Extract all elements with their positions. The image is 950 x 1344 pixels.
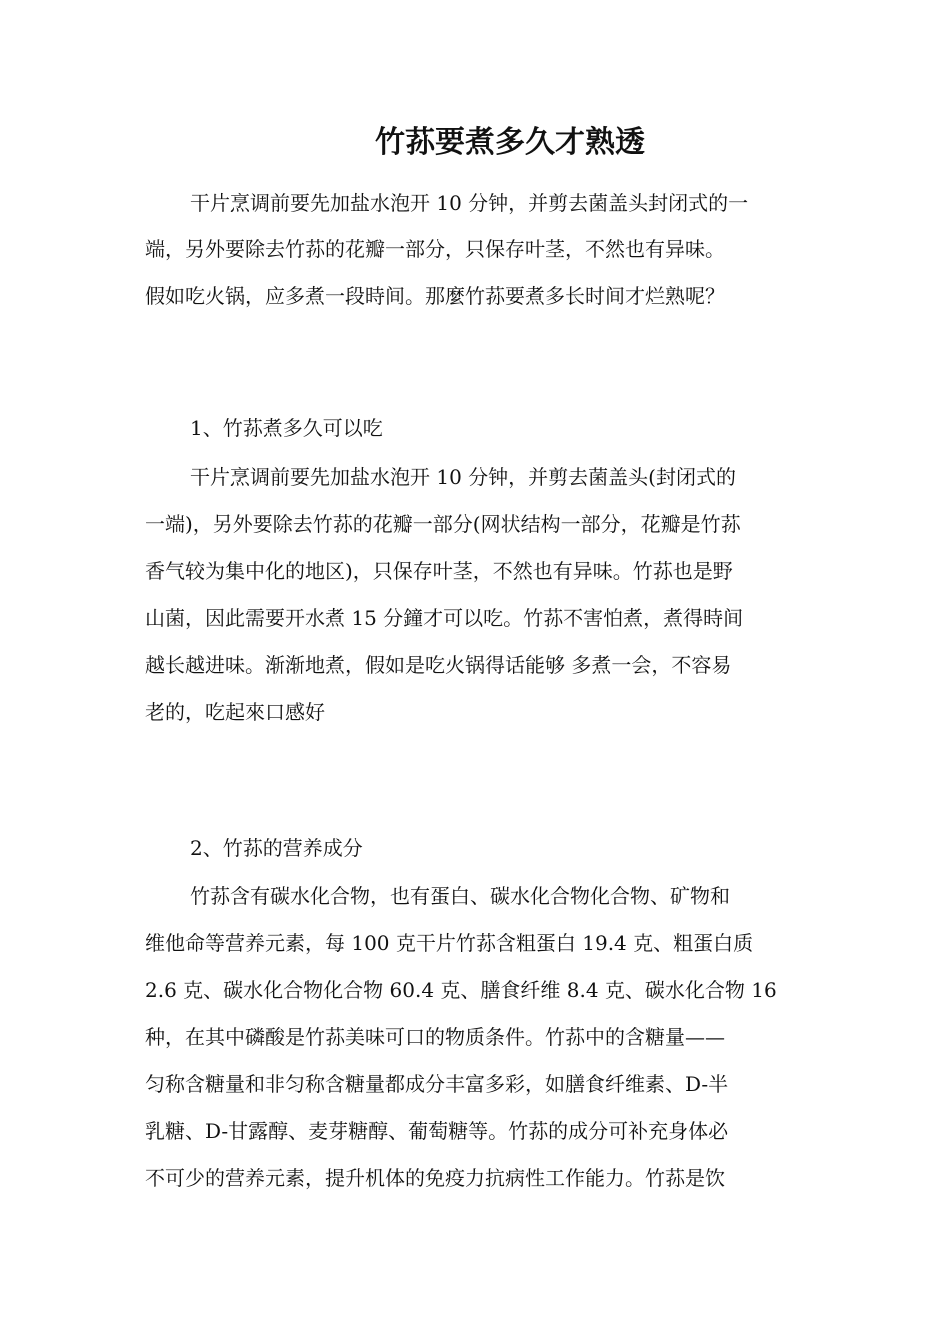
paragraph-line: 干片烹调前要先加盐水泡开 10 分钟，并剪去菌盖头封闭式的一: [190, 191, 749, 215]
paragraph-line: 不可少的营养元素，提升机体的免疫力抗病性工作能力。竹荪是饮: [145, 1166, 725, 1190]
paragraph-line: 山菌，因此需要开水煮 15 分鐘才可以吃。竹荪不害怕煮，煮得時间: [145, 606, 744, 630]
paragraph-line: 假如吃火锅，应多煮一段時间。那麼竹荪要煮多长时间才烂熟呢？: [145, 284, 725, 308]
document-title: 竹荪要煮多久才熟透: [375, 125, 645, 160]
paragraph-line: 干片烹调前要先加盐水泡开 10 分钟，并剪去菌盖头(封闭式的: [190, 465, 736, 489]
paragraph-line: 端，另外要除去竹荪的花瓣一部分，只保存叶茎，不然也有异味。: [145, 237, 725, 261]
paragraph-line: 老的，吃起來口感好: [145, 700, 325, 724]
paragraph-line: 2.6 克、碳水化合物化合物 60.4 克、膳食纤维 8.4 克、碳水化合物 16: [145, 978, 777, 1002]
paragraph-line: 匀称含糖量和非匀称含糖量都成分丰富多彩，如膳食纤维素、D-半: [145, 1072, 729, 1096]
paragraph-line: 香气较为集中化的地区)，只保存叶茎，不然也有异味。竹荪也是野: [145, 559, 733, 583]
paragraph-line: 一端)，另外要除去竹荪的花瓣一部分(网状结构一部分，花瓣是竹荪: [145, 512, 741, 536]
paragraph-line: 竹荪含有碳水化合物，也有蛋白、碳水化合物化合物、矿物和: [190, 884, 730, 908]
paragraph-line: 乳糖、D-甘露醇、麦芽糖醇、葡萄糖等。竹荪的成分可补充身体必: [145, 1119, 729, 1143]
paragraph-line: 种，在其中磷酸是竹荪美味可口的物质条件。竹荪中的含糖量——: [145, 1025, 725, 1049]
section-heading-1: 1、竹荪煮多久可以吃: [190, 416, 383, 440]
paragraph-line: 维他命等营养元素，每 100 克干片竹荪含粗蛋白 19.4 克、粗蛋白质: [145, 931, 754, 955]
section-heading-2: 2、竹荪的营养成分: [190, 836, 363, 860]
paragraph-line: 越长越进味。渐渐地煮，假如是吃火锅得话能够 多煮一会，不容易: [145, 653, 732, 677]
